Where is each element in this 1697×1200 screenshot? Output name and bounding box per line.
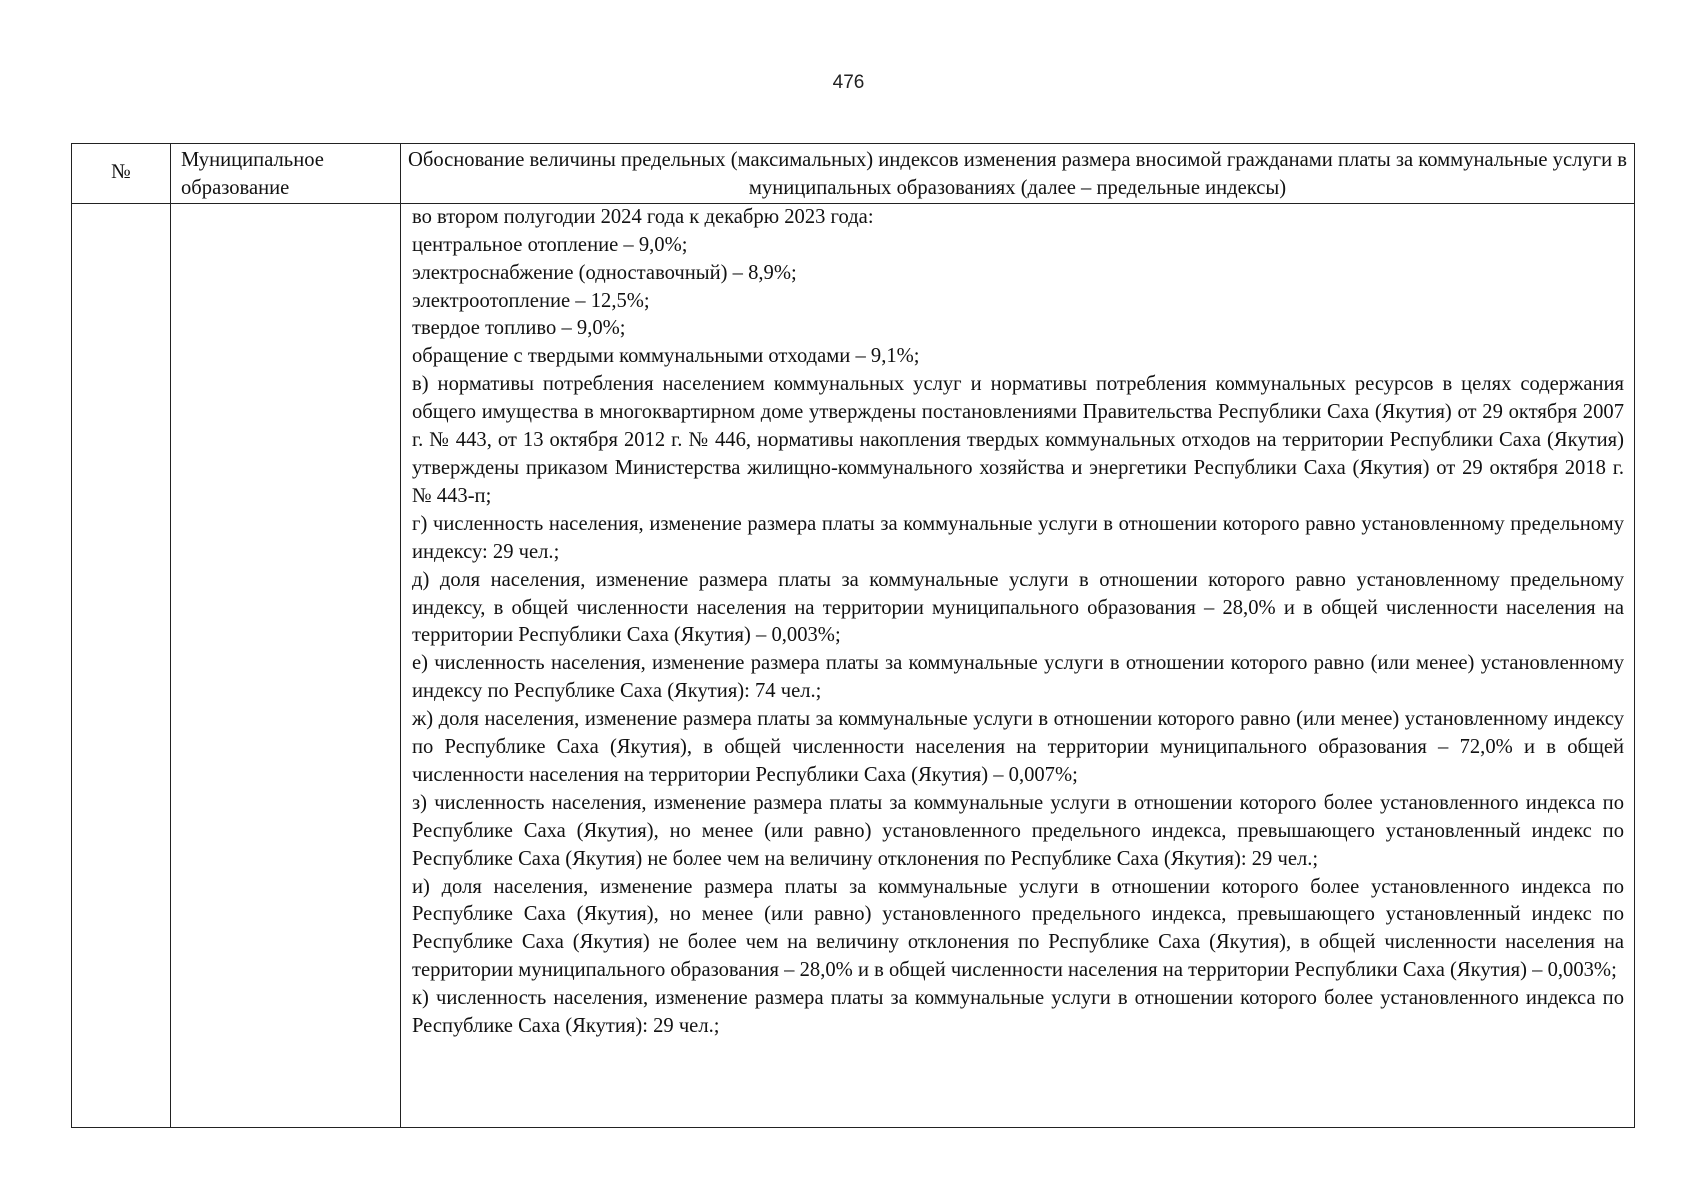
- paragraph-d: д) доля населения, изменение размера платы за коммунальные услуги в отношении которого равно установленному предельному индексу, в общей численности населения на территории муниципального образования – 28,0% и в общей численности населения на территории Республики Саха (Якутия) – 0,003%;: [412, 568, 1624, 647]
- cell-justification: [401, 203, 1635, 1127]
- text-line: электроотопление – 12,5%;: [412, 289, 650, 312]
- header-justification: Обоснование величины предельных (максимальных) индексов изменения размера вносимой гражданами платы за коммунальные услуги в муниципальных образованиях (далее – предельные индексы): [401, 144, 1635, 204]
- table-header-row: [72, 144, 1635, 204]
- paragraph-g: г) численность населения, изменение размера платы за коммунальные услуги в отношении которого равно установленному предельному индексу: 29 чел.;: [412, 512, 1624, 563]
- paragraph-i: и) доля населения, изменение размера платы за коммунальные услуги в отношении которого более установленного индекса по Республике Саха (Якутия), но менее (или равно) установленного предельного индекса, превышающего установленный индекс по Республике Саха (Якутия) не более чем на величину отклонения по Республике Саха (Якутия), в общей численности населения на территории муниципального образования – 28,0% и в общей численности населения на территории Республики Саха (Якутия) – 0,003%;: [412, 875, 1624, 982]
- cell-municipality: [171, 203, 401, 1127]
- text-line: электроснабжение (одноставочный) – 8,9%;: [412, 261, 797, 284]
- paragraph-e: е) численность населения, изменение размера платы за коммунальные услуги в отношении которого равно (или менее) установленному индексу по Республике Саха (Якутия): 74 чел.;: [412, 652, 1624, 703]
- page-number: 476: [832, 72, 865, 93]
- header-number: №: [72, 144, 171, 204]
- cell-number: [72, 203, 171, 1127]
- justification-table: [71, 143, 1635, 1128]
- text-line: центральное отопление – 9,0%;: [412, 233, 688, 256]
- paragraph-zh: ж) доля населения, изменение размера платы за коммунальные услуги в отношении которого равно (или менее) установленному индексу по Республике Саха (Якутия), в общей численности населения на территории муниципального образования – 72,0% и в общей численности населения на территории Республики Саха (Якутия) – 0,007%;: [412, 708, 1624, 786]
- paragraph-z: з) численность населения, изменение размера платы за коммунальные услуги в отношении которого более установленного индекса по Республике Саха (Якутия), но менее (или равно) установленного предельного индекса, превышающего установленный индекс по Республике Саха (Якутия) не более чем на величину отклонения по Республике Саха (Якутия): 29 чел.;: [412, 791, 1624, 870]
- text-line: обращение с твердыми коммунальными отходами – 9,1%;: [412, 345, 920, 368]
- paragraph-k: к) численность населения, изменение размера платы за коммунальные услуги в отношении которого более установленного индекса по Республике Саха (Якутия): 29 чел.;: [412, 987, 1624, 1038]
- paragraph-v: в) нормативы потребления населением коммунальных услуг и нормативы потребления коммунальных ресурсов в целях содержания общего имущества в многоквартирном доме утверждены постановлениями Правительства Республики Саха (Якутия) от 29 октября 2007 г. № 443, от 13 октября 2012 г. № 446, нормативы накопления твердых коммунальных отходов на территории Республики Саха (Якутия) утверждены приказом Министерства жилищно-коммунального хозяйства и энергетики Республики Саха (Якутия) от 29 октября 2018 г. № 443-п;: [412, 373, 1624, 507]
- header-municipality: Муниципальное образование: [171, 144, 401, 204]
- text-line: твердое топливо – 9,0%;: [412, 317, 626, 340]
- table-row: [72, 203, 1635, 1127]
- text-line: во втором полугодии 2024 года к декабрю 2023 года:: [412, 205, 874, 228]
